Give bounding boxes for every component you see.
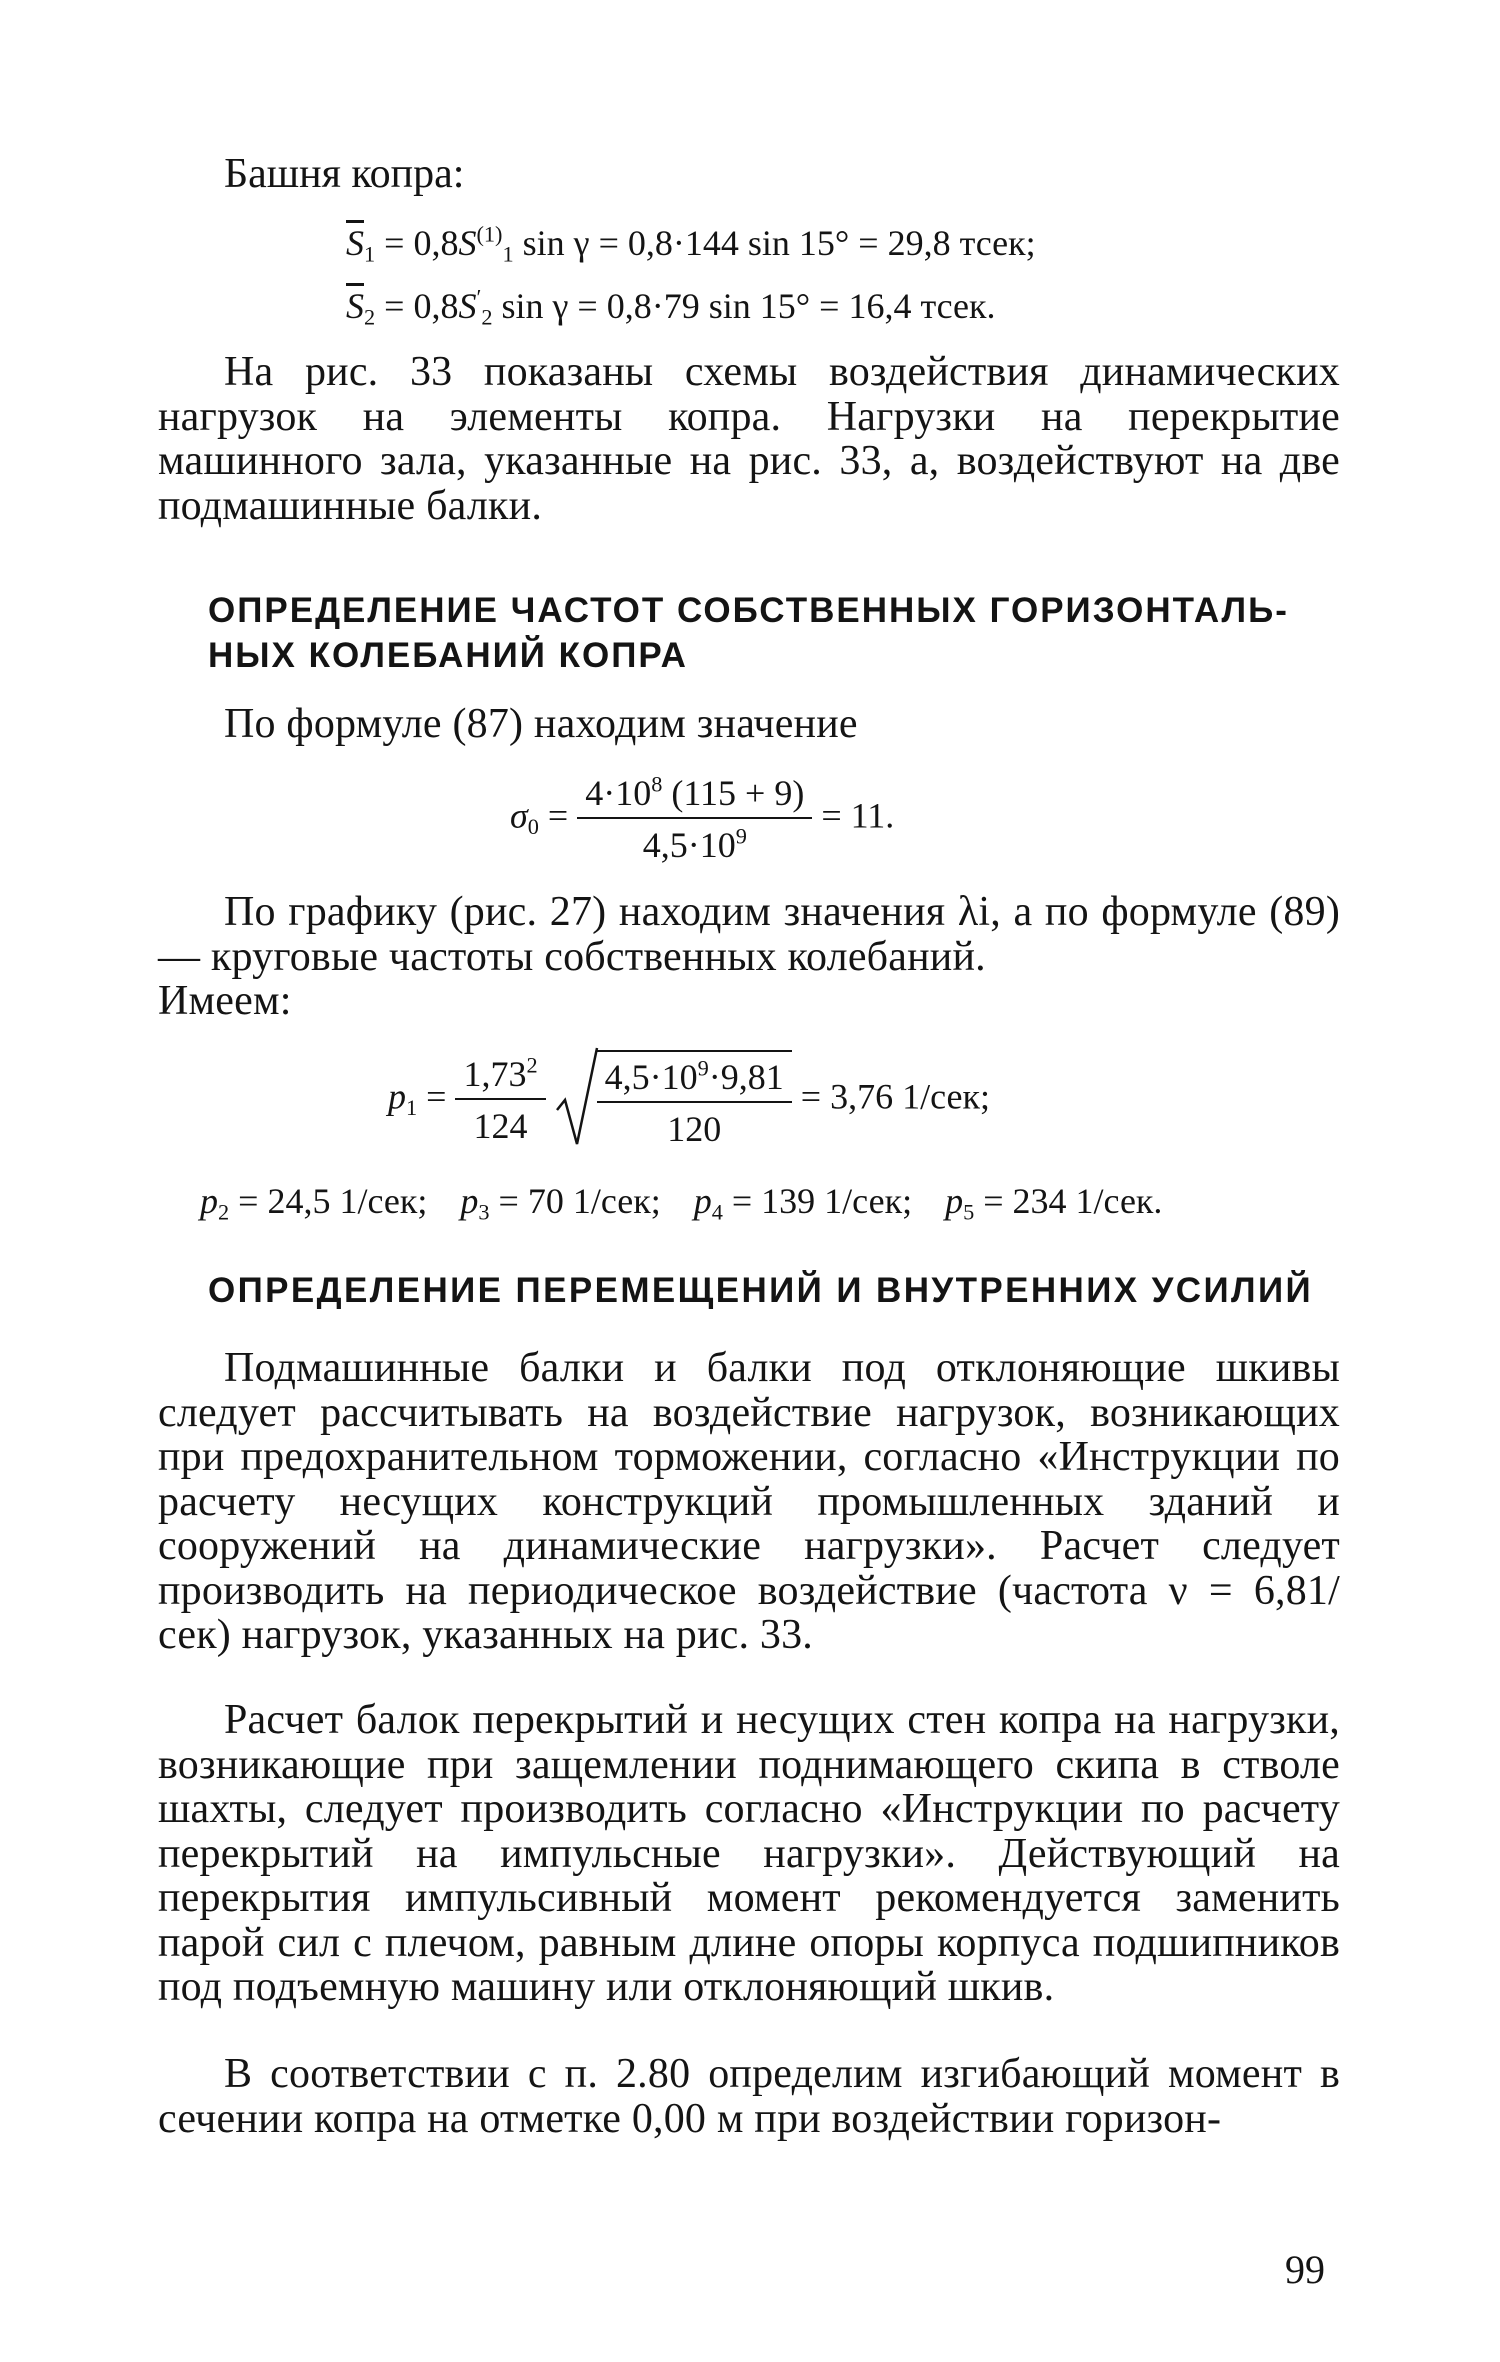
- heading-line: НЫХ КОЛЕБАНИЙ КОПРА: [208, 636, 688, 675]
- section-heading-frequencies: [208, 588, 1338, 678]
- paragraph-floor-beams: Расчет балок перекрытий и несущих стен копра на нагрузки, возникающие при защемлении поднимающего скипа в стволе шахты, следует производить согласно «Инструкции по расчету перекрытий на импульсные нагрузки». Действующий на перекрытия импульсивный момент рекомендуется заменить парой сил с плечом, равным длине опоры корпуса подшипников под подъемную машину или отклоняющий шкив.: [158, 1697, 1340, 2010]
- paragraph-graph-27: По графику (рис. 27) находим значения λi, а по формуле (89) — круговые частоты собственных колебаний. Имеем:: [158, 889, 1340, 1024]
- p2-value: $p_2 = 24,5$ 1/сек;: [200, 1181, 428, 1225]
- equation-p-values: [200, 1180, 1163, 1225]
- equation-sigma: $\sigma_0$ = $\frac{4\cdot 10^8 (115 + 9)}{4,5\cdot 10^9}$ = 11.: [510, 771, 895, 865]
- sigma-fraction: $\frac{4\cdot 10^8 (115 + 9)}{4,5\cdot 10^9}$: [577, 772, 812, 866]
- radical-fraction: $\frac{4,5\cdot 10^9\cdot 9,81}{120}$: [597, 1056, 792, 1150]
- equation-s1: $\overline{S}_1 = 0,8S^{(1)}_1$ sin γ = 0,8·144 sin 15° = 29,8 тсек;: [346, 221, 1036, 267]
- equation-p1: $p_1$ = $\frac{1,73^2}{124}$ $\frac{4,5\cdot 10^9\cdot 9,81}{120}$ = 3,76 1/сек;: [388, 1050, 990, 1150]
- paragraph-machine-beams: Подмашинные балки и балки под отклоняющие шкивы следует рассчитывать на воздействие нагрузок, возникающих при предохранительном торможении, согласно «Инструкции по расчету несущих конструкций промышленных зданий и сооружений на динамические нагрузки». Расчет следует производить на периодическое воздействие (частота ν = 6,81/сек) нагрузок, указанных на рис. 33.: [158, 1345, 1340, 1658]
- tower-label: Башня копра:: [224, 151, 465, 197]
- radical-icon: [555, 1044, 599, 1154]
- p5-value: $p_5 = 234$ 1/сек.: [945, 1181, 1163, 1225]
- paragraph-bending-moment: В соответствии с п. 2.80 определим изгибающий момент в сечении копра на отметке 0,00 м при воздействии горизон-: [158, 2051, 1340, 2142]
- p4-value: $p_4 = 139$ 1/сек;: [693, 1181, 913, 1225]
- page-number: 99: [1285, 2247, 1325, 2292]
- square-root-sign: [555, 1050, 792, 1150]
- section-heading-displacements: ОПРЕДЕЛЕНИЕ ПЕРЕМЕЩЕНИЙ И ВНУТРЕННИХ УСИЛИЙ: [208, 1271, 1314, 1310]
- p3-value: $p_3 = 70$ 1/сек;: [460, 1181, 661, 1225]
- paragraph-figure-33: На рис. 33 показаны схемы воздействия динамических нагрузок на элементы копра. Нагрузки на перекрытие машинного зала, указанные на рис. 33, а, воздействуют на две подмашинные балки.: [158, 349, 1340, 529]
- equation-s2: $\overline{S}_2 = 0,8S'_2$ sin γ = 0,8·79 sin 15° = 16,4 тсек.: [346, 284, 996, 330]
- heading-line: ОПРЕДЕЛЕНИЕ ЧАСТОТ СОБСТВЕННЫХ ГОРИЗОНТАЛЬ-: [208, 591, 1289, 630]
- p1-fraction: $\frac{1,73^2}{124}$: [455, 1053, 545, 1147]
- paragraph-formula-87: По формуле (87) находим значение: [224, 701, 858, 747]
